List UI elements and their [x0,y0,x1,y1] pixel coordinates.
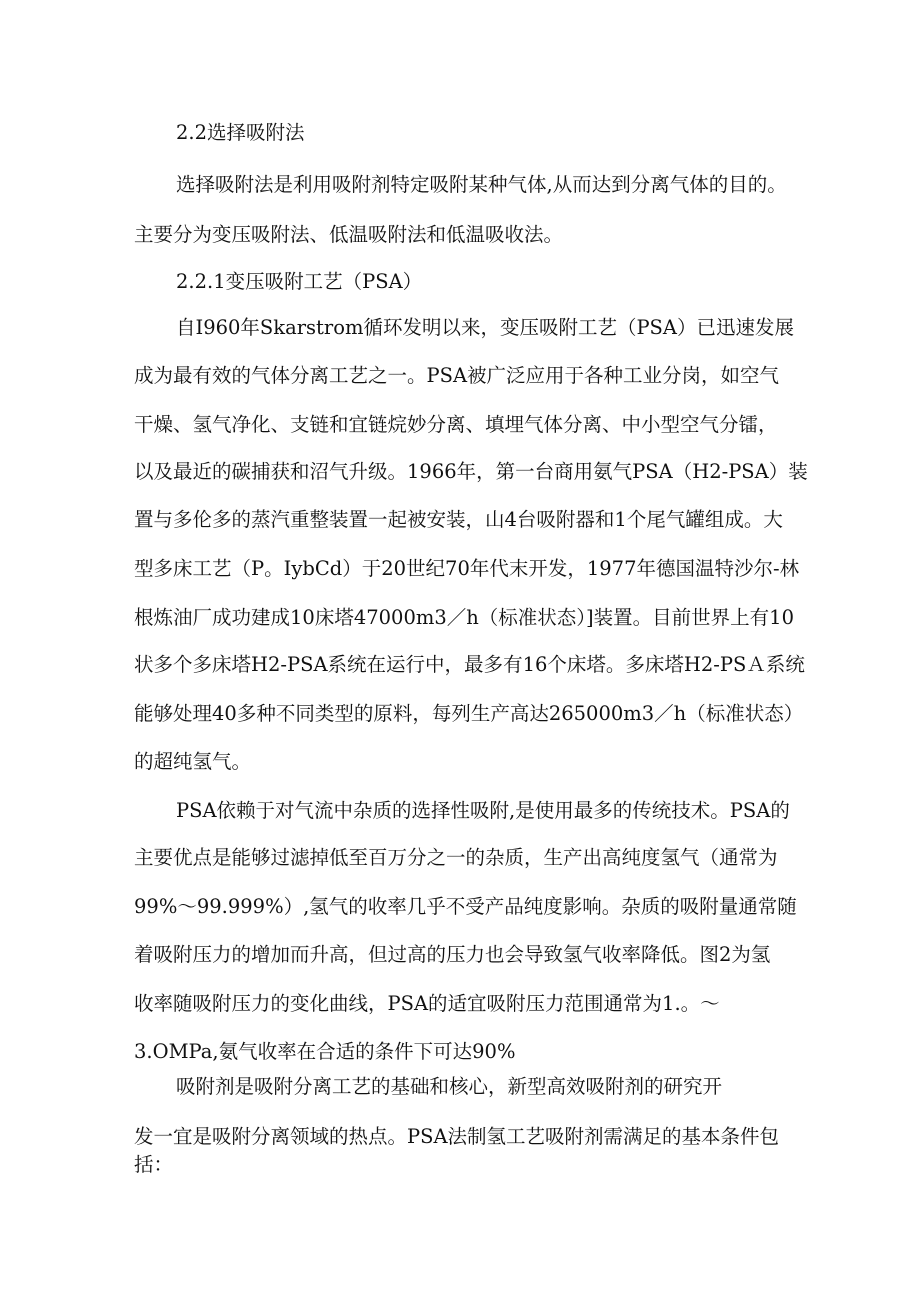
history-line-10: 的超纯氢气。 [134,750,252,773]
history-line-8: 状多个多床塔H2-PSA系统在运行中，最多有16个床塔。多床塔H2-PSＡ系统 [134,653,805,676]
adsorbent-line-2: 发一宜是吸附分离领域的热点。PSA法制氢工艺吸附剂需满足的基本条件包 [134,1125,780,1148]
history-line-2: 成为最有效的气体分离工艺之一。PSA被广泛应用于各种工业分岗，如空气 [134,364,780,387]
history-line-5: 置与多伦多的蒸汽重整装置一起被安装，山4台吸附器和1个尾气罐组成。大 [134,508,783,531]
intro-line-1: 选择吸附法是利用吸附剂特定吸附某种气体,从而达到分离气体的目的。 [176,173,787,196]
advantages-line-5: 收率随吸附压力的变化曲线，PSA的适宜吸附压力范围通常为1.。～ [134,992,720,1015]
advantages-line-3: 99%～99.999%）,氢气的收率几乎不受产品纯度影响。杂质的吸附量通常随 [134,895,797,918]
history-line-4: 以及最近的碳捕获和沼气升级。1966年，第一台商用氨气PSA（H2-PSA）装 [134,460,808,483]
history-line-3: 干燥、氢气净化、支链和宜链烷妙分离、填埋气体分离、中小型空气分镭， [134,413,778,436]
advantages-line-2: 主要优点是能够过滤掉低至百万分之一的杂质，生产出高纯度氢气（通常为 [134,846,778,869]
advantages-line-1: PSA依赖于对气流中杂质的选择性吸附,是使用最多的传统技术。PSA的 [176,799,790,822]
history-line-9: 能够处理40多种不同类型的原料，每列生产高达265000m3／h（标准状态） [134,702,804,725]
section-heading-2-2-1: 2.2.1变压吸附工艺（PSA） [176,270,423,293]
adsorbent-line-1: 吸附剂是吸附分离工艺的基础和核心，新型高效吸附剂的研究开 [176,1075,723,1098]
section-heading-2-2: 2.2选择吸附法 [176,121,305,144]
history-line-1: 自I960年Skarstrom循环发明以来，变压吸附工艺（PSA）已迅速发展 [176,316,795,339]
intro-line-2: 主要分为变压吸附法、低温吸附法和低温吸收法。 [134,223,564,246]
history-line-6: 型多床工艺（P。IybCd）于20世纪70年代末开发，1977年德国温特沙尔-林 [134,557,800,580]
advantages-line-6: 3.OMPa,氨气收率在合适的条件下可达90% [134,1040,516,1063]
advantages-line-4: 着吸附压力的增加而升高，但过高的压力也会导致氢气收率降低。图2为氢 [134,943,771,966]
adsorbent-line-3: 括： [134,1153,174,1176]
history-line-7: 根炼油厂成功建成10床塔47000m3／h（标准状态）]装置。目前世界上有10 [134,606,794,629]
